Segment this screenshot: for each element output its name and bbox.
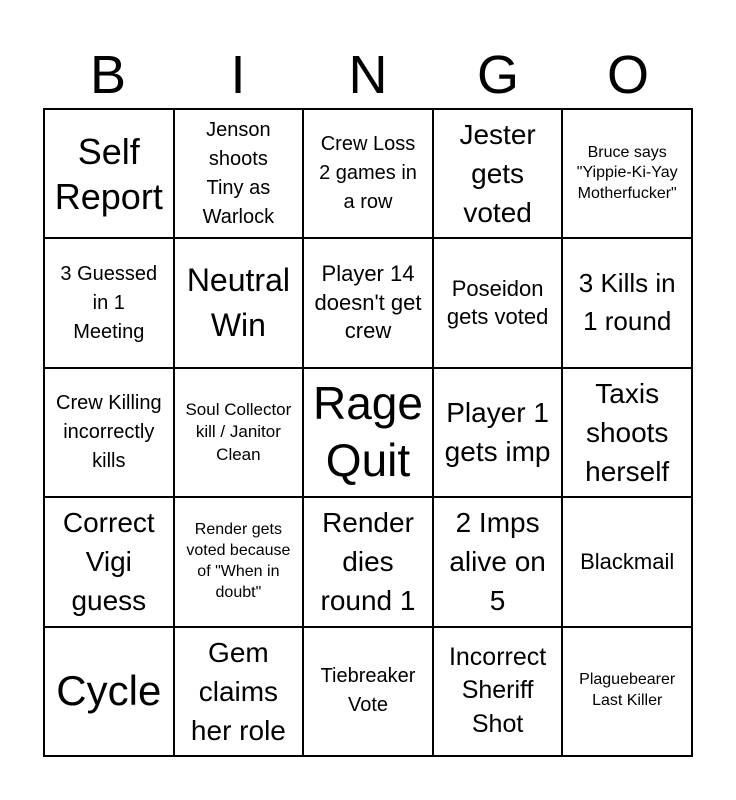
bingo-cell[interactable]: Jester gets voted xyxy=(433,109,563,238)
bingo-cell[interactable]: Incorrect Sheriff Shot xyxy=(433,627,563,756)
bingo-cell[interactable]: Self Report xyxy=(44,109,174,238)
bingo-cell[interactable]: 3 Guessed in 1 Meeting xyxy=(44,238,174,367)
bingo-cell[interactable]: Poseidon gets voted xyxy=(433,238,563,367)
bingo-cell[interactable]: Bruce says "Yippie-Ki-Yay Motherfucker" xyxy=(562,109,692,238)
bingo-header xyxy=(43,42,693,108)
bingo-cell[interactable]: Neutral Win xyxy=(174,238,304,367)
bingo-cell[interactable]: Jenson shoots Tiny as Warlock xyxy=(174,109,304,238)
header-letter-i: I xyxy=(230,45,246,105)
header-letter-n: N xyxy=(348,45,388,105)
bingo-cell[interactable]: Taxis shoots herself xyxy=(562,368,692,497)
bingo-cell[interactable]: Player 14 doesn't get crew xyxy=(303,238,433,367)
bingo-cell[interactable]: Correct Vigi guess xyxy=(44,497,174,626)
bingo-cell[interactable]: Soul Collector kill / Janitor Clean xyxy=(174,368,304,497)
bingo-cell[interactable]: Crew Killing incorrectly kills xyxy=(44,368,174,497)
bingo-cell[interactable]: 2 Imps alive on 5 xyxy=(433,497,563,626)
bingo-cell[interactable]: Plaguebearer Last Killer xyxy=(562,627,692,756)
header-letter-o: O xyxy=(606,45,649,105)
bingo-grid xyxy=(43,108,693,757)
header-letter-g: G xyxy=(476,45,519,105)
bingo-cell[interactable]: Player 1 gets imp xyxy=(433,368,563,497)
bingo-cell[interactable]: Rage Quit xyxy=(303,368,433,497)
header-letter-b: B xyxy=(89,45,127,105)
bingo-cell[interactable]: Render dies round 1 xyxy=(303,497,433,626)
bingo-cell[interactable]: 3 Kills in 1 round xyxy=(562,238,692,367)
bingo-cell[interactable]: Blackmail xyxy=(562,497,692,626)
bingo-cell[interactable]: Tiebreaker Vote xyxy=(303,627,433,756)
bingo-cell[interactable]: Gem claims her role xyxy=(174,627,304,756)
bingo-cell[interactable]: Crew Loss 2 games in a row xyxy=(303,109,433,238)
bingo-cell[interactable]: Cycle xyxy=(44,627,174,756)
bingo-cell[interactable]: Render gets voted because of "When in doubt" xyxy=(174,497,304,626)
